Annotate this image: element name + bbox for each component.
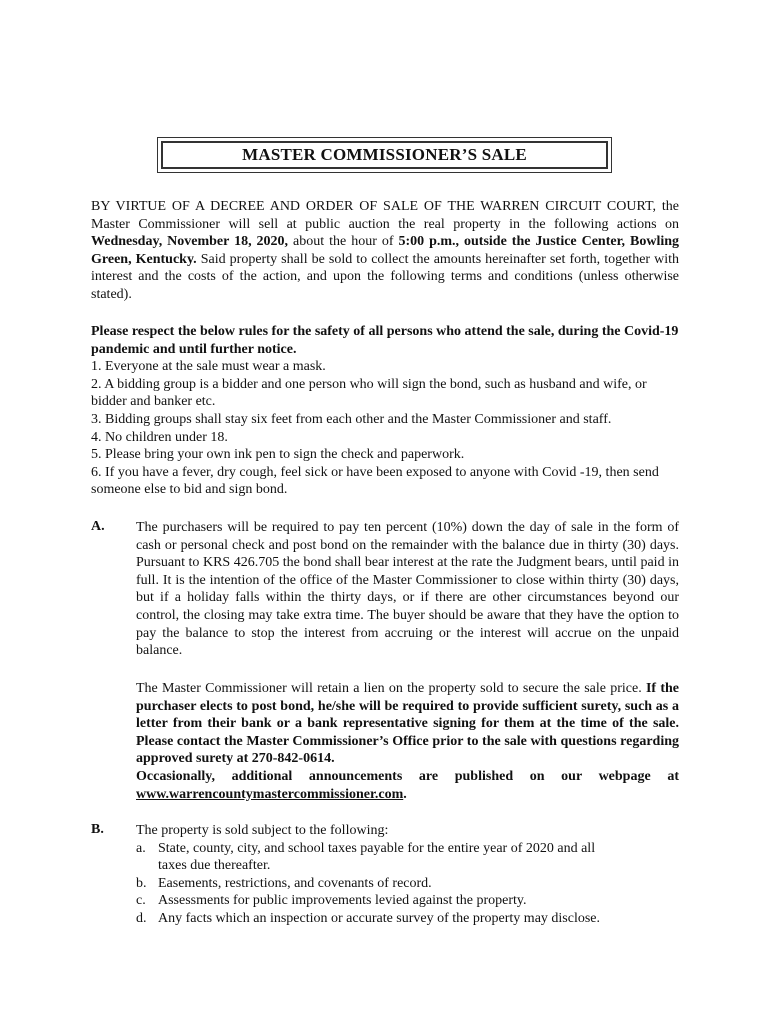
lien-text: The Master Commissioner will retain a lien on the property sold to secure the sale price.	[136, 681, 642, 696]
intro-text-1: BY VIRTUE OF A DECREE AND ORDER OF SALE OF THE WARREN CIRCUIT COURT, the Master Commissioner will sell at public auction the real property in the following actions on	[91, 199, 679, 232]
list-marker: b.	[136, 875, 147, 891]
rule-item: 5. Please bring your own ink pen to sign the check and paperwork.	[91, 447, 465, 463]
list-item-text: Assessments for public improvements levied against the property.	[158, 893, 527, 909]
intro-paragraph	[91, 198, 679, 304]
covid-rules	[91, 323, 679, 499]
announcements-text: Occasionally, additional announcements are published on our webpage at	[136, 768, 679, 784]
list-item-text: Any facts which an inspection or accurate survey of the property may disclose.	[158, 910, 601, 926]
link-period: .	[403, 786, 407, 802]
section-a-para-1: The purchasers will be required to pay ten percent (10%) down the day of sale in the form of cash or personal check and post bond on the remainder with the balance due in thirty (30) days. Pursuant to KRS 426.705 the bond shall bear interest at the rate the Judgment bears, until paid in full. It is the intention of the office of the Master Commissioner to close within thirty (30) days, but if a holiday falls within the thirty days, or if there are other circumstances beyond our control, the closing may take extra time. The buyer should be aware that they have the option to pay the balance to stop the interest from accruing or the interest will accrue on the unpaid balance.	[136, 520, 679, 659]
sale-date: Wednesday, November 18, 2020,	[91, 234, 289, 250]
intro-text-3: Said property shall be sold to collect the amounts hereinafter set forth, together with interest and the costs of the action, and upon the following terms and conditions (unless otherwise stated).	[91, 251, 680, 302]
sale-time-place: 5:00 p.m., outside the Justice Center, Bowling Green, Kentucky.	[91, 234, 680, 267]
bond-notice: If the purchaser elects to post bond, he/she will be required to provide sufficient surety, such as a letter from their bank or a bank representative signing for them at the time of the sale. Please contact the Master Commissioner’s Office prior to the sale with questions regarding approved surety at 270-842-0614.	[136, 681, 680, 767]
list-marker: a.	[136, 840, 146, 856]
section-b-body	[136, 822, 679, 928]
section-b-lead: The property is sold subject to the following:	[136, 823, 389, 838]
website-link[interactable]: www.warrencountymastercommissioner.com	[136, 786, 404, 802]
list-item-text: State, county, city, and school taxes payable for the entire year of 2020 and all taxes due thereafter.	[158, 840, 596, 874]
list-item	[136, 910, 679, 928]
subject-to-list	[136, 840, 679, 928]
rule-item: 4. No children under 18.	[91, 429, 228, 445]
section-a-label: A.	[91, 519, 105, 534]
list-item-text: Easements, restrictions, and covenants of record.	[158, 875, 432, 891]
list-item	[136, 892, 679, 910]
section-a-para-2	[136, 680, 679, 803]
list-item	[136, 875, 679, 893]
rule-item: 2. A bidding group is a bidder and one person who will sign the bond, such as husband and wife, or bidder and banker etc.	[91, 376, 647, 410]
list-marker: d.	[136, 910, 147, 926]
page-title: MASTER COMMISSIONER’S SALE	[161, 141, 608, 169]
rule-item: 1. Everyone at the sale must wear a mask.	[91, 359, 326, 375]
section-b-label: B.	[91, 822, 104, 837]
intro-text-2: about the hour of	[288, 234, 399, 250]
rules-heading: Please respect the below rules for the safety of all persons who attend the sale, during the Covid-19 pandemic and until further notice.	[91, 324, 679, 357]
list-item	[136, 840, 679, 875]
rule-item: 6. If you have a fever, dry cough, feel sick or have been exposed to anyone with Covid -19, then send someone else to bid and sign bond.	[91, 464, 659, 498]
list-marker: c.	[136, 893, 146, 909]
rule-item: 3. Bidding groups shall stay six feet from each other and the Master Commissioner and staff.	[91, 411, 612, 427]
title-box	[157, 137, 612, 173]
